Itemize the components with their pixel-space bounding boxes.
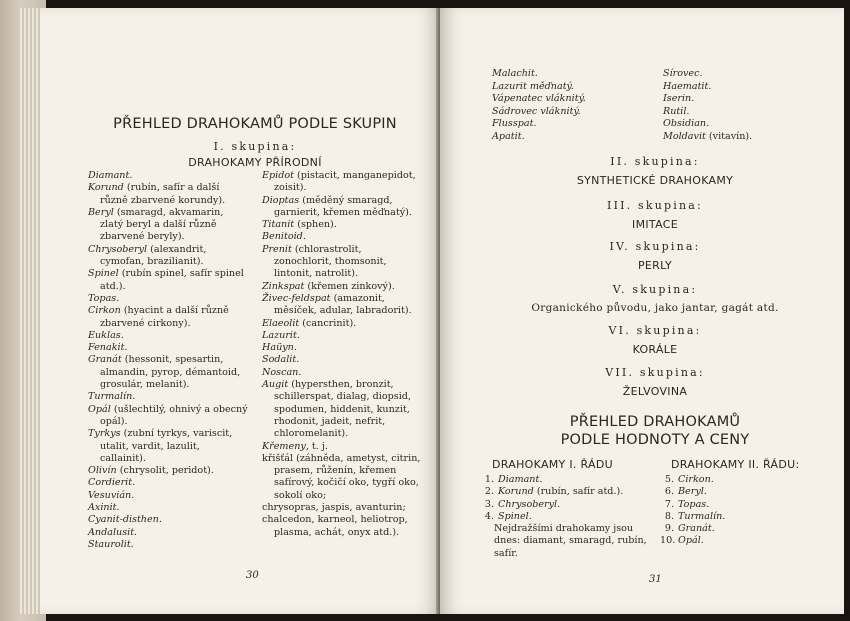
mineral-description: (chlorastrolit, zonochlorit, thomsonit, lintonit, natrolit). — [274, 243, 387, 280]
mineral-description: (vitavín). — [705, 130, 753, 142]
ranked-gem — [480, 511, 650, 523]
ranked-gem — [480, 499, 650, 511]
mineral-name: Opál — [88, 403, 111, 415]
mineral-entry — [262, 231, 422, 243]
mineral-name: Lazurit. — [262, 329, 300, 341]
mineral-name: Rutil. — [663, 105, 690, 117]
gem-description: (rubín, safír atd.). — [533, 486, 624, 498]
mineral-entry — [663, 93, 803, 106]
rank-number: 2. — [484, 486, 494, 498]
rank1-list — [480, 474, 650, 560]
mineral-name: Haematit. — [663, 80, 712, 92]
mineral-name: Euklas. — [88, 329, 124, 341]
gem-name: Cirkon. — [678, 474, 714, 485]
mineral-entry — [88, 465, 248, 477]
mineral-entry — [88, 539, 248, 551]
mineral-description: (alexandrit, cymofan, brazilianit). — [100, 243, 207, 268]
mineral-name: Sírovec. — [663, 68, 703, 79]
mineral-name: Topas. — [88, 292, 120, 304]
mineral-name: Staurolit. — [88, 538, 134, 550]
mineral-entry — [88, 293, 248, 305]
mineral-description: (chrysolit, peridot). — [116, 465, 214, 477]
rank-number: 8. — [664, 510, 674, 522]
mineral-description: (rubín spinel, safír spinel atd.). — [100, 268, 244, 292]
mineral-entry — [88, 207, 248, 244]
mineral-entry — [262, 379, 422, 440]
mineral-name: Sodalit. — [262, 354, 300, 366]
mineral-name: Cyanit-disthen. — [88, 514, 162, 526]
mineral-description: , t. j. — [305, 440, 328, 452]
mineral-name: Turmalín. — [88, 391, 136, 403]
group-name: KORÁLE — [632, 343, 678, 356]
group-label: VI. skupina: — [608, 324, 702, 337]
left-page-title: PŘEHLED DRAHOKAMŮ PODLE SKUPIN — [113, 116, 397, 132]
mineral-entry — [663, 106, 803, 119]
mineral-entry — [88, 182, 248, 207]
mineral-entry — [663, 81, 803, 94]
mineral-entry — [88, 170, 248, 182]
mineral-entry — [262, 514, 422, 539]
mineral-name: Iserin. — [663, 93, 695, 105]
group-label: V. skupina: — [612, 283, 698, 296]
gem-name: Beryl. — [678, 486, 707, 498]
mineral-name: Granát — [88, 354, 122, 366]
mineral-name: Moldavit — [663, 130, 706, 142]
mineral-description: (cancrinit). — [299, 317, 357, 329]
group-label: VII. skupina: — [605, 366, 705, 379]
ranked-gem — [480, 486, 650, 498]
mineral-entry — [88, 354, 248, 391]
mineral-entry — [88, 404, 248, 429]
mineral-entry — [663, 131, 803, 144]
mineral-description: (hypersthen, bronzit, schillerspat, dialag, diopsid, spodumen, hiddenit, kunzit, rhodonit, jadeit, nefrit, chloromelanit). — [274, 379, 411, 440]
gem-name: Korund — [498, 486, 534, 498]
page-number-left: 30 — [246, 570, 259, 581]
mineral-description: (sphen). — [294, 219, 337, 231]
page-number-right: 31 — [649, 574, 662, 585]
mineral-entry — [262, 354, 422, 366]
mineral-name: Chrysoberyl — [88, 243, 148, 255]
ranked-gem — [660, 499, 810, 511]
mineral-description: (rubín, safír a další různě zbarvené korundy). — [100, 182, 226, 206]
mineral-description: (hessonit, spesartin, almandin, pyrop, démantoid, grosulár, melanit). — [100, 354, 241, 391]
mineral-entry — [262, 281, 422, 293]
group-name: Organického původu, jako jantar, gagát atd. — [531, 302, 779, 314]
mineral-name: Benitoid. — [262, 231, 306, 243]
mineral-name: Prenit — [262, 243, 292, 255]
rank-number: 7. — [664, 498, 674, 510]
mineral-name: Lazurit měďnatý. — [492, 80, 574, 92]
mineral-description: (smaragd, akvamarin, zlatý beryl a další různě zbarvené beryly). — [100, 206, 224, 243]
gem-name: Turmalín. — [678, 510, 726, 522]
mineral-name: Vápenatec vláknitý. — [492, 93, 586, 105]
mineral-description: chalcedon, karneol, heliotrop, plasma, achát, onyx atd.). — [262, 514, 408, 538]
ranked-gem — [660, 486, 810, 498]
mineral-name: Axinit. — [88, 502, 120, 514]
left-column-1 — [88, 170, 248, 551]
mineral-entry — [262, 441, 422, 453]
mineral-description: (zubní tyrkys, variscit, utalit, vardit, lazulit, callainit). — [100, 428, 233, 464]
mineral-name: Zinkspat — [262, 280, 305, 292]
mineral-description: (amazonit, měsíček, adular, labradorit). — [274, 292, 412, 317]
mineral-description: (křemen zinkový). — [304, 280, 395, 292]
mineral-name: Augit — [262, 379, 289, 391]
mineral-entry — [88, 527, 248, 539]
mineral-entry — [88, 514, 248, 526]
mineral-entry — [88, 391, 248, 403]
group1-name: DRAHOKAMY PŘÍRODNÍ — [188, 156, 322, 169]
rank-number: 10. — [660, 535, 676, 547]
right-top-column-1 — [492, 68, 642, 144]
gem-name: Spinel. — [498, 510, 532, 522]
left-column-2 — [262, 170, 422, 539]
group-label: IV. skupina: — [609, 240, 701, 253]
mineral-entry — [88, 428, 248, 465]
mineral-description: (pistacit, manganepidot, zoisit). — [274, 170, 416, 194]
value-title-line2: PODLE HODNOTY A CENY — [560, 432, 750, 448]
mineral-name: Elaeolit — [262, 317, 300, 329]
mineral-name: Epidot — [262, 170, 294, 181]
gem-name: Granát. — [678, 523, 715, 535]
mineral-description: (hyacint a další různě zbarvené cirkony). — [100, 305, 229, 329]
mineral-description: (ušlechtilý, ohnivý a obecný opál). — [100, 403, 248, 427]
mineral-entry — [262, 453, 422, 502]
mineral-entry — [663, 68, 803, 81]
mineral-entry — [262, 195, 422, 220]
group-name: PERLY — [637, 259, 673, 272]
rank2-list — [660, 474, 810, 548]
mineral-entry — [262, 244, 422, 281]
ranked-gem — [660, 535, 810, 547]
group-name: IMITACE — [632, 218, 678, 231]
gem-name: Opál. — [678, 535, 704, 547]
gem-name: Topas. — [678, 498, 710, 510]
mineral-name: Korund — [88, 182, 124, 194]
mineral-entry — [88, 244, 248, 269]
mineral-name: Dioptas — [262, 194, 300, 206]
right-top-column-2 — [663, 68, 803, 144]
rank-number: 6. — [664, 486, 674, 498]
mineral-name: Fenakit. — [88, 342, 128, 354]
mineral-name: Sádrovec vláknitý. — [492, 105, 581, 117]
ranked-gem — [660, 523, 810, 535]
mineral-name: Noscan. — [262, 366, 302, 378]
mineral-name: Apatit. — [492, 130, 525, 142]
mineral-name: Malachit. — [492, 68, 538, 79]
mineral-entry — [88, 268, 248, 293]
mineral-name: Diamant. — [88, 170, 133, 181]
ranked-gem — [660, 474, 810, 486]
rank-number: 3. — [484, 498, 494, 510]
mineral-name: Andalusit. — [88, 526, 138, 538]
group-name: SYNTHETICKÉ DRAHOKAMY — [576, 174, 734, 187]
mineral-entry — [88, 490, 248, 502]
mineral-entry — [262, 170, 422, 195]
mineral-entry — [262, 342, 422, 354]
mineral-name: Obsidian. — [663, 118, 710, 130]
ranked-gem — [480, 474, 650, 486]
mineral-entry — [88, 342, 248, 354]
mineral-name: Cordierit. — [88, 477, 136, 489]
rank-number: 4. — [484, 510, 494, 522]
mineral-name: Flusspat. — [492, 118, 537, 130]
ranked-gem — [660, 511, 810, 523]
mineral-entry — [88, 502, 248, 514]
mineral-name: Titanit — [262, 219, 295, 231]
mineral-entry — [262, 318, 422, 330]
mineral-entry — [88, 477, 248, 489]
gem-name: Diamant. — [498, 474, 543, 485]
mineral-entry — [262, 330, 422, 342]
gem-name: Chrysoberyl. — [498, 498, 561, 510]
rank1-heading: DRAHOKAMY I. ŘÁDU — [492, 458, 613, 471]
group-label: III. skupina: — [607, 199, 703, 212]
value-title-line1: PŘEHLED DRAHOKAMŮ — [569, 414, 741, 430]
mineral-description: křišťál (záhněda, ametyst, citrin, prasem, růženín, křemen safírový, kočičí oko, tygří oko, sokolí oko; — [262, 452, 421, 501]
group-label: II. skupina: — [610, 155, 700, 168]
group1-label: I. skupina: — [213, 140, 297, 153]
mineral-name: Vesuvián. — [88, 489, 135, 501]
mineral-name: Živec-feldspat — [262, 292, 331, 304]
mineral-name: Spinel — [88, 268, 119, 280]
mineral-name: Cirkon — [88, 305, 121, 317]
mineral-entry — [88, 330, 248, 342]
mineral-name: Tyrkys — [88, 428, 121, 440]
mineral-name: Křemeny — [262, 440, 306, 452]
rank-number: 1. — [484, 474, 494, 485]
rank2-heading: DRAHOKAMY II. ŘÁDU: — [671, 458, 800, 471]
rank-number: 5. — [664, 474, 674, 485]
rank-number: 9. — [664, 523, 674, 535]
mineral-description: chrysopras, jaspis, avanturin; — [262, 502, 406, 514]
group-name: ŽELVOVINA — [622, 385, 688, 398]
mineral-name: Beryl — [88, 206, 114, 218]
mineral-entry — [262, 219, 422, 231]
mineral-name: Haüyn. — [262, 342, 297, 354]
mineral-name: Olivín — [88, 465, 117, 477]
mineral-description: (měděný smaragd, garnierit, křemen měďnatý). — [274, 194, 412, 218]
rank1-note: Nejdražšími drahokamy jsou dnes: diamant, smaragd, rubín, safír. — [494, 523, 647, 559]
mineral-entry — [88, 305, 248, 330]
mineral-entry — [262, 293, 422, 318]
mineral-entry — [663, 118, 803, 131]
mineral-entry — [262, 367, 422, 379]
mineral-entry — [262, 502, 422, 514]
